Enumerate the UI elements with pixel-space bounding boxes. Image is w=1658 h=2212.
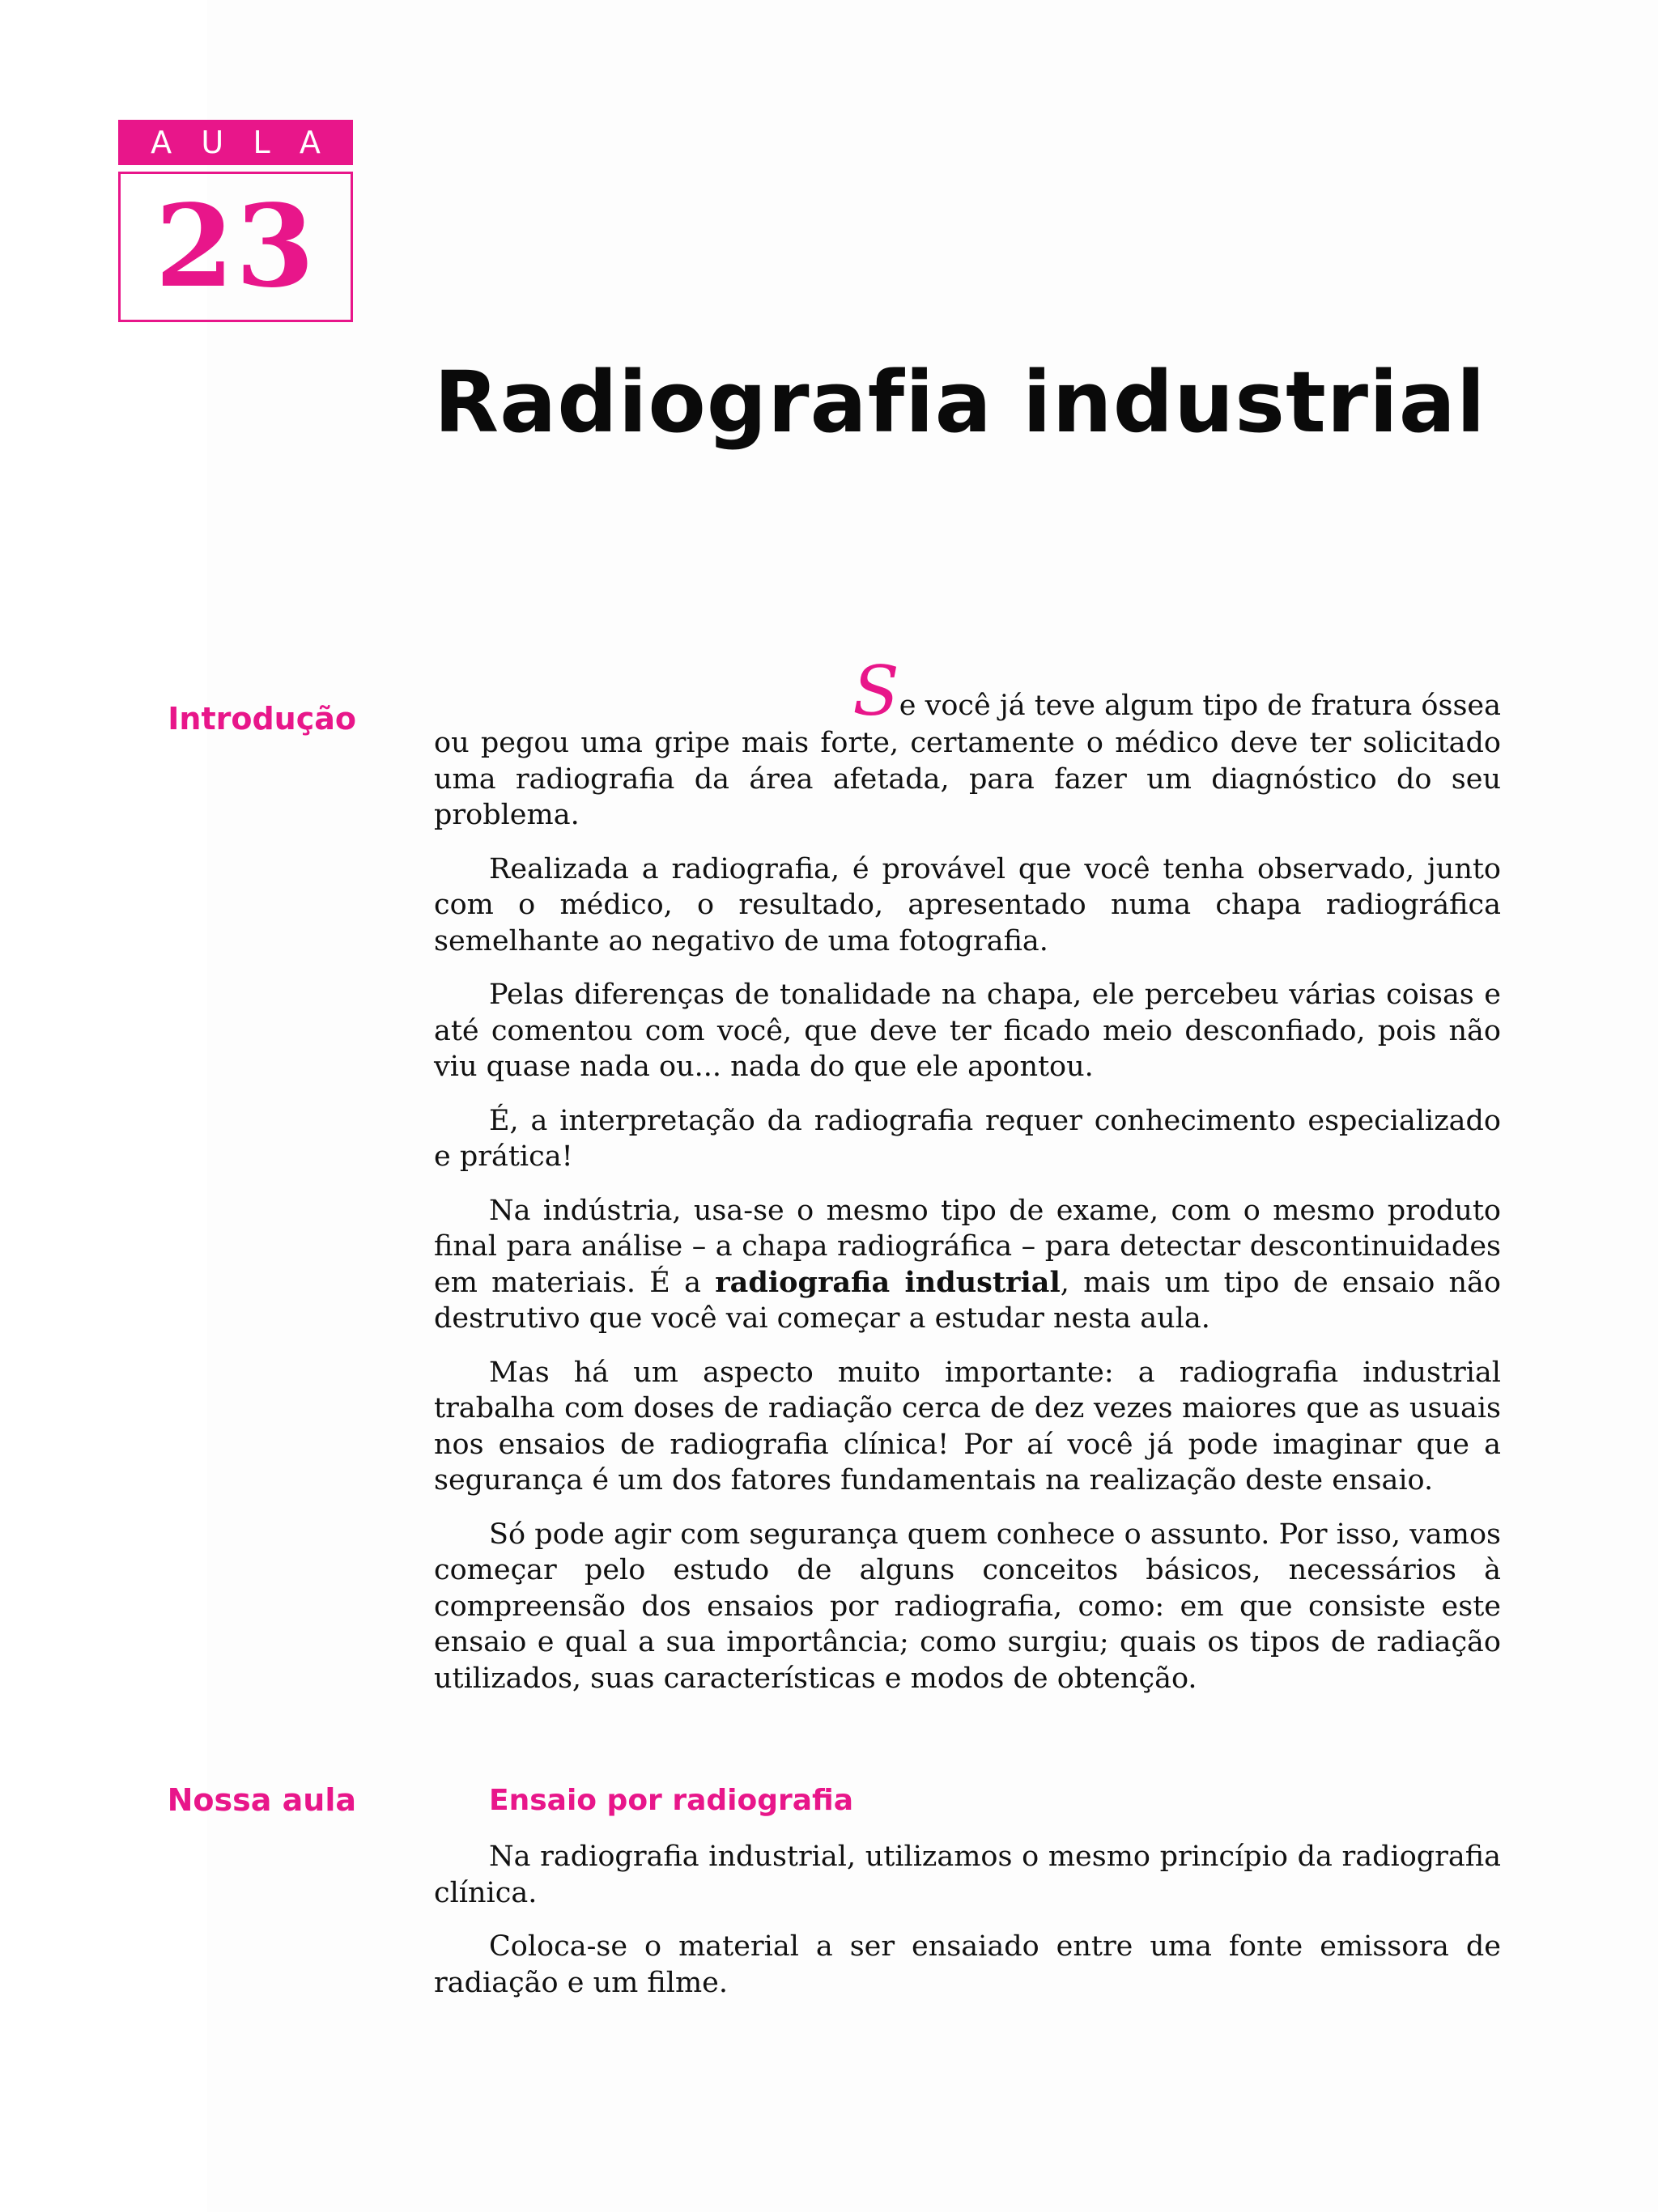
intro-first-rest: ou pegou uma gripe mais forte, certamente o médico deve ter solicitado uma radiografia da área afetada, para fazer um diagnóstico do seu problema. — [434, 727, 1501, 831]
intro-first-line — [434, 652, 1501, 731]
section-label-introducao: Introdução — [168, 701, 356, 737]
intro-p5-before: Na indústria, usa-se o mesmo tipo de exame, com o mesmo produto final para análise – a chapa radiográfica – para detectar descontinuidades em materiais. É a — [434, 1194, 1501, 1299]
aula-label-strip — [118, 120, 353, 165]
aula-number-box — [118, 172, 353, 322]
intro-paragraph-3: Pelas diferenças de tonalidade na chapa, ele percebeu várias coisas e até comentou com você, que deve ter ficado meio desconfiado, pois não viu quase nada ou... nada do que ele apontou. — [434, 979, 1501, 1083]
aula-letter: A — [151, 125, 172, 160]
drop-cap: S — [852, 652, 899, 731]
intro-p5-after: , mais um tipo de ensaio não destrutivo que você vai começar a estudar nesta aula. — [434, 1266, 1501, 1335]
intro-body — [434, 652, 1501, 1714]
nossa-paragraph-2: Coloca-se o material a ser ensaiado entre uma fonte emissora de radiação e um filme. — [434, 1930, 1501, 1999]
intro-paragraph-6: Mas há um aspecto muito importante: a radiografia industrial trabalha com doses de radiação cerca de dez vezes maiores que as usuais nos ensaios de radiografia clínica! Por aí você já pode imaginar que a segurança é um dos fatores fundamentais na realização deste ensaio. — [434, 1356, 1501, 1497]
subheading-ensaio-por-radiografia: Ensaio por radiografia — [489, 1784, 854, 1817]
section-label-nossa-aula: Nossa aula — [167, 1782, 356, 1818]
aula-number: 23 — [155, 180, 317, 313]
intro-paragraph-7: Só pode agir com segurança quem conhece o assunto. Por isso, vamos começar pelo estudo de alguns conceitos básicos, necessários à compreensão dos ensaios por radiografia, como: em que consiste este ensaio e qual a sua importância; como surgiu; quais os tipos de radiação utilizados, suas características e modos de obtenção. — [434, 1518, 1501, 1695]
aula-letter: U — [201, 125, 224, 160]
page-title: Radiografia industrial — [434, 353, 1486, 452]
intro-paragraph-4: É, a interpretação da radiografia requer conhecimento especializado e prática! — [434, 1104, 1501, 1173]
intro-first-line-text: e você já teve algum tipo de fratura óssea — [899, 690, 1501, 722]
aula-letter: A — [299, 125, 321, 160]
nossa-paragraph-1: Na radiografia industrial, utilizamos o mesmo princípio da radiografia clínica. — [434, 1841, 1501, 1909]
intro-paragraph-1 — [434, 652, 1501, 834]
intro-paragraph-2: Realizada a radiografia, é provável que você tenha observado, junto com o médico, o resultado, apresentado numa chapa radiográfica semelhante ao negativo de uma fotografia. — [434, 852, 1501, 957]
nossa-body — [434, 1839, 1501, 2019]
intro-paragraph-5 — [434, 1193, 1501, 1337]
intro-p5-bold: radiografia industrial — [715, 1265, 1061, 1299]
aula-letter: L — [253, 125, 270, 160]
